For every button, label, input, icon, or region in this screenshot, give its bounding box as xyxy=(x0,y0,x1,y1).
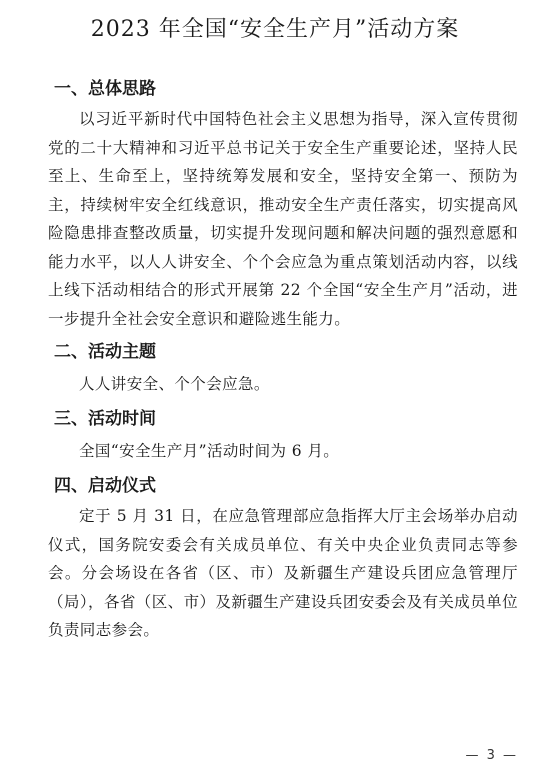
section-paragraph: 人人讲安全、个个会应急。 xyxy=(79,375,270,393)
section-overall-approach xyxy=(48,76,518,333)
section-heading: 四、启动仪式 xyxy=(54,476,156,496)
document-title: 2023 年全国“安全生产月”活动方案 xyxy=(90,17,460,42)
section-heading: 二、活动主题 xyxy=(54,342,156,362)
section-activity-theme xyxy=(48,339,518,398)
section-paragraph: 全国“安全生产月”活动时间为 6 月。 xyxy=(79,442,340,460)
section-activity-time xyxy=(48,406,518,465)
page-number: — 3 — xyxy=(465,748,518,763)
section-launch-ceremony xyxy=(48,473,518,645)
section-paragraph: 以习近平新时代中国特色社会主义思想为指导，深入宣传贯彻党的二十大精神和习近平总书记关于安全生产重要论述，坚持人民至上、生命至上，坚持统筹发展和安全，坚持安全第一、预防为主，持续树牢安全红线意识，推动安全生产责任落实，切实提高风险隐患排查整改质量，切实提升发现问题和解决问题的强烈意愿和能力水平，以人人讲安全、个个会应急为重点策划活动内容，以线上线下活动相结合的形式开展第 22 个全国“安全生产月”活动，进一步提升全社会安全意识和避险逃生能力。 xyxy=(48,110,518,328)
document-body xyxy=(48,76,518,645)
section-heading: 三、活动时间 xyxy=(54,409,156,429)
section-paragraph: 定于 5 月 31 日，在应急管理部应急指挥大厅主会场举办启动仪式，国务院安委会有关成员单位、有关中央企业负责同志等参会。分会场设在各省（区、市）及新疆生产建设兵团应急管理厅（局），各省（区、市）及新疆生产建设兵团安委会及有关成员单位负责同志参会。 xyxy=(48,507,518,639)
section-heading: 一、总体思路 xyxy=(54,79,156,99)
